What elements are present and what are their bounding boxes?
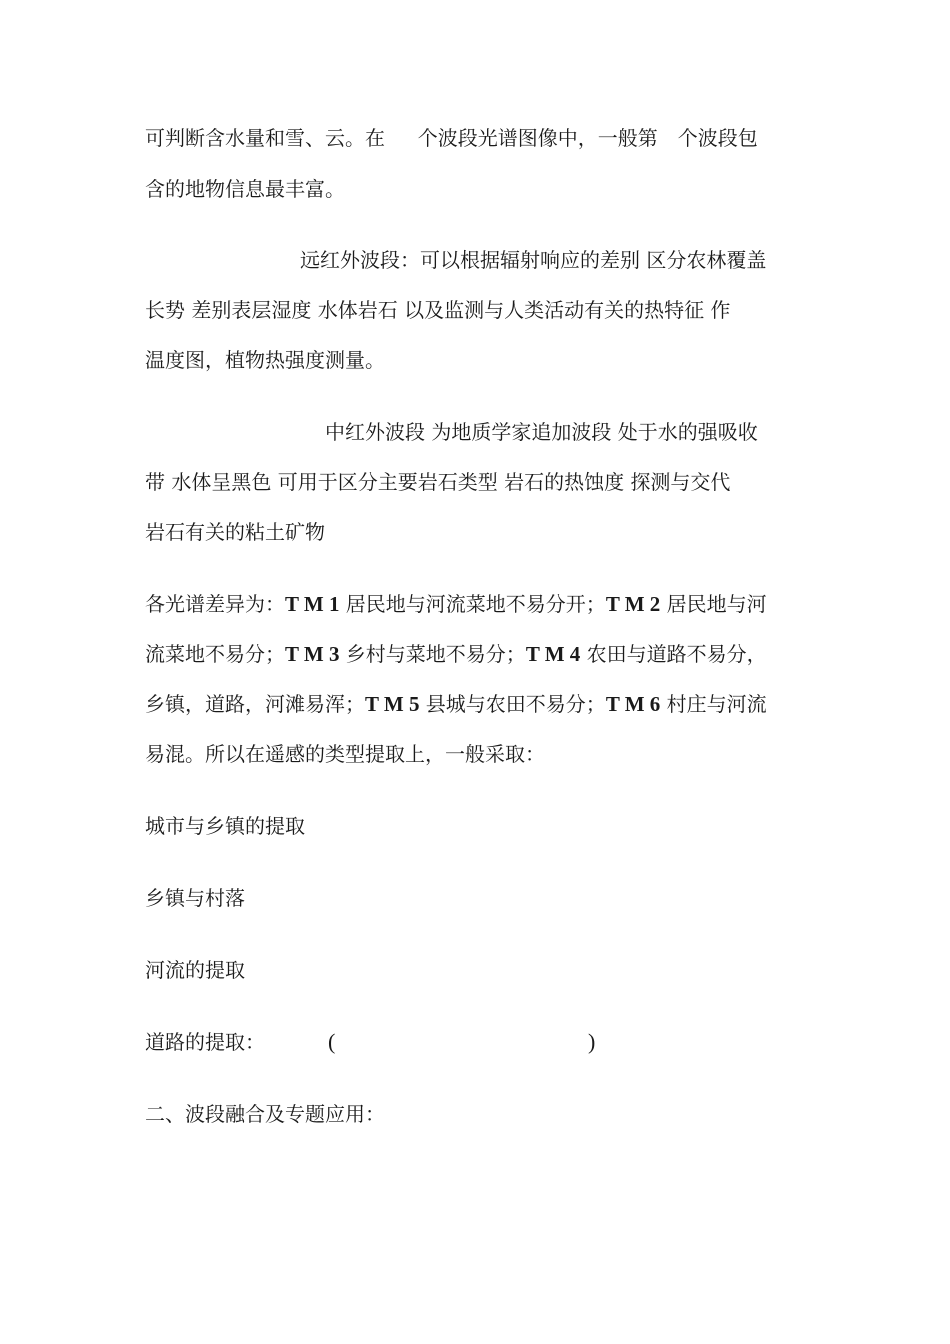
text-segment: 居民地与河: [660, 592, 767, 616]
paragraph-4-line-1: [145, 590, 767, 618]
band-label-tm6: T M 6: [605, 692, 661, 716]
open-parenthesis: (: [328, 1029, 336, 1054]
paragraph-2-line-2: 长势 差别表层湿度 水体岩石 以及监测与人类活动有关的热特征 作: [145, 298, 731, 322]
band-label-tm2: T M 2: [605, 592, 661, 616]
paragraph-1-line-1: 可判断含水量和雪、云。在 个波段光谱图像中，一般第 个波段包: [145, 126, 758, 150]
paragraph-3-line-2: 带 水体呈黑色 可用于区分主要岩石类型 岩石的热蚀度 探测与交代: [145, 470, 731, 494]
text-segment: 流菜地不易分；: [145, 642, 285, 666]
band-label-tm5: T M 5: [365, 692, 420, 716]
paragraph-4-line-3: [145, 690, 767, 718]
close-parenthesis: ): [588, 1029, 596, 1054]
paragraph-3-line-3: 岩石有关的粘土矿物: [145, 520, 325, 544]
list-item-river-extraction: 河流的提取: [145, 958, 245, 982]
paragraph-3-line-1: 中红外波段 为地质学家追加波段 处于水的强吸收: [325, 420, 758, 444]
paragraph-2-line-1: 远红外波段：可以根据辐射响应的差别 区分农林覆盖: [300, 248, 767, 272]
paragraph-1-line-2: 含的地物信息最丰富。: [145, 177, 345, 201]
list-item-road-extraction: 道路的提取：: [145, 1030, 265, 1054]
band-label-tm1: T M 1: [285, 592, 340, 616]
text-segment: 农田与道路不易分，: [580, 642, 767, 666]
text-segment: 各光谱差异为：: [145, 592, 285, 616]
section-heading: 二、波段融合及专题应用：: [145, 1102, 385, 1126]
text-segment: 居民地与河流菜地不易分开；: [339, 592, 606, 616]
paragraph-2-line-3: 温度图，植物热强度测量。: [145, 348, 385, 372]
band-label-tm3: T M 3: [285, 642, 340, 666]
list-item-city-town-extraction: 城市与乡镇的提取: [145, 814, 305, 838]
paragraph-4-line-4: 易混。所以在遥感的类型提取上，一般采取：: [145, 742, 545, 766]
band-label-tm4: T M 4: [525, 642, 581, 666]
list-item-town-village: 乡镇与村落: [145, 886, 245, 910]
text-segment: 县城与农田不易分；: [419, 692, 606, 716]
text-segment: 乡村与菜地不易分；: [339, 642, 526, 666]
text-segment: 村庄与河流: [660, 692, 767, 716]
paragraph-4-line-2: [145, 640, 767, 668]
text-segment: 乡镇，道路，河滩易浑；: [145, 692, 365, 716]
